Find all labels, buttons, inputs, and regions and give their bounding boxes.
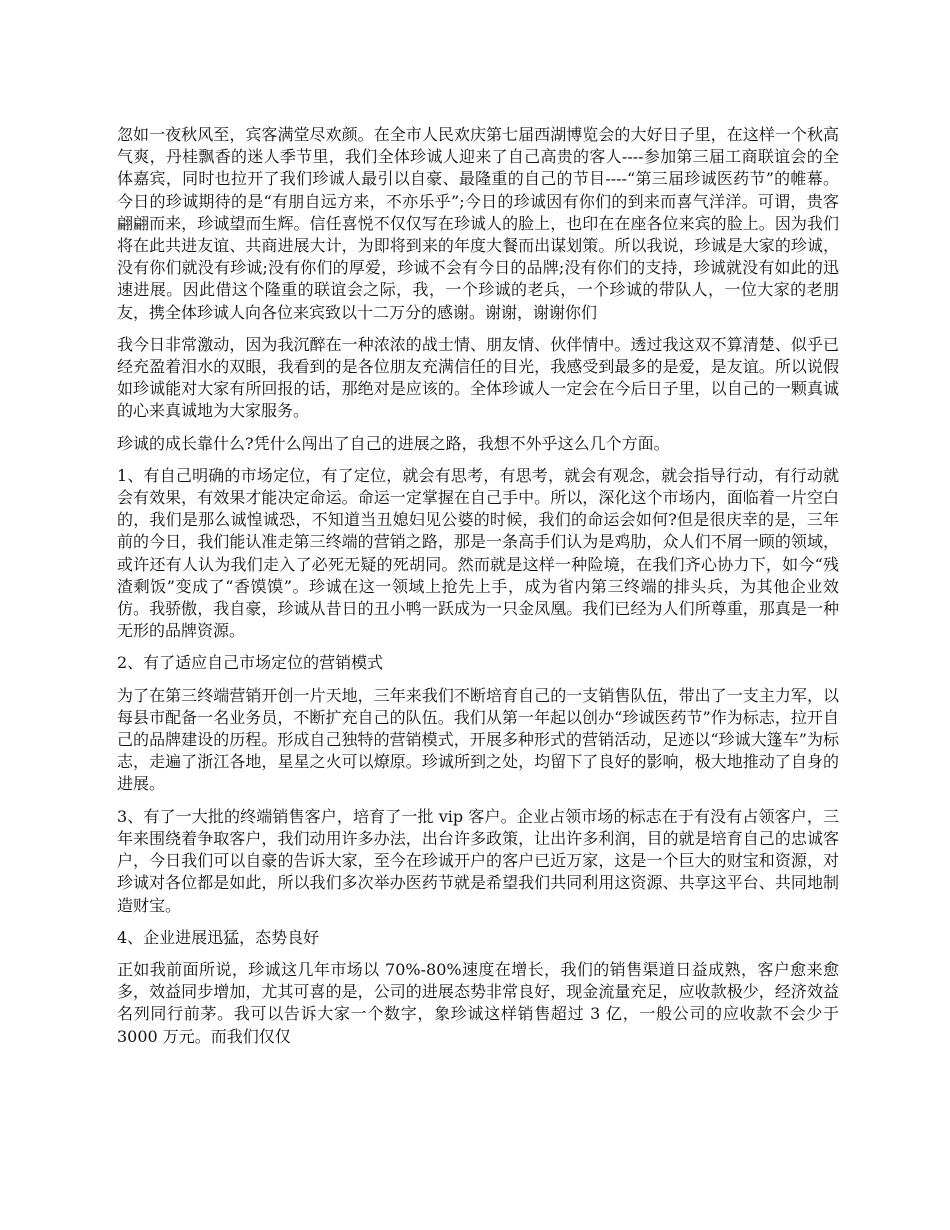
document-body bbox=[117, 124, 839, 1058]
paragraph-marketing-model: 为了在第三终端营销开创一片天地，三年来我们不断培育自己的一支销售队伍，带出了一支主力军，以每县市配备一名业务员，不断扩充自己的队伍。我们从第一年起以创办“珍诚医药节”作为标志，拉开自己的品牌建设的历程。形成自己独特的营销模式，开展多种形式的营销活动，足迹以“珍诚大篷车”为标志，走遍了浙江各地，星星之火可以燎原。珍诚所到之处，均留下了良好的影响，极大地推动了自身的进展。 bbox=[117, 685, 839, 794]
paragraph-rapid-development: 正如我前面所说，珍诚这几年市场以 70%-80%速度在增长，我们的销售渠道日益成熟，客户愈来愈多，效益同步增加，尤其可喜的是，公司的进展态势非常良好，现金流量充足，应收款极少，经济效益名列同行前茅。我可以告诉大家一个数字，象珍诚这样销售超过 3 亿，一般公司的应收款不会少于 3000 万元。而我们仅仅 bbox=[117, 959, 839, 1046]
paragraph-growth-question: 珍诚的成长靠什么?凭什么闯出了自己的进展之路，我想不外乎这么几个方面。 bbox=[117, 433, 670, 453]
paragraph-point-1-market-positioning: 1、有自己明确的市场定位，有了定位，就会有思考，有思考，就会有观念，就会指导行动，有行动就会有效果，有效果才能决定命运。命运一定掌握在自己手中。所以，深化这个市场内，面临着一片空白的，我们是那么诚惶诚恐，不知道当丑媳妇见公婆的时候，我们的命运会如何?但是很庆幸的是，三年前的今日，我们能认准走第三终端的营销之路，那是一条高手们认为是鸡肋，众人们不屑一顾的领域，或许还有人认为我们走入了必死无疑的死胡同。然而就是这样一种险境，在我们齐心协力下，如今“残渣剩饭”变成了“香馍馍”。珍诚在这一领域上抢先上手，成为省内第三终端的排头兵，为其他企业效仿。我骄傲，我自豪，珍诚从昔日的丑小鸭一跃成为一只金凤凰。我们已经为人们所尊重，那真是一种无形的品牌资源。 bbox=[117, 465, 839, 641]
paragraph-opening-welcome: 忽如一夜秋风至，宾客满堂尽欢颜。在全市人民欢庆第七届西湖博览会的大好日子里，在这样一个秋高气爽，丹桂飘香的迷人季节里，我们全体珍诚人迎来了自己高贵的客人----参加第三届工商联谊会的全体嘉宾，同时也拉开了我们珍诚人最引以自豪、最隆重的自己的节目----“第三届珍诚医药节”的帷幕。今日的珍诚期待的是“有朋自远方来，不亦乐乎”;今日的珍诚因有你们的到来而喜气洋洋。可谓，贵客翩翩而来，珍诚望而生辉。信任喜悦不仅仅写在珍诚人的脸上，也印在在座各位来宾的脸上。因为我们将在此共进友谊、共商进展大计，为即将到来的年度大餐而出谋划策。所以我说，珍诚是大家的珍诚，没有你们就没有珍诚;没有你们的厚爱，珍诚不会有今日的品牌;没有你们的支持，珍诚就没有如此的迅速进展。因此借这个隆重的联谊会之际，我，一个珍诚的老兵，一个珍诚的带队人，一位大家的老朋友，携全体珍诚人向各位来宾致以十二万分的感谢。谢谢，谢谢你们 bbox=[117, 125, 839, 322]
paragraph-point-3-customers: 3、有了一大批的终端销售客户，培育了一批 vip 客户。企业占领市场的标志在于有没有占领客户，三年来围绕着争取客户，我们动用许多办法，出台许多政策，让出许多利润，目的就是培育自己的忠诚客户，今日我们可以自豪的告诉大家，至今在珍诚开户的客户已近万家，这是一个巨大的财宝和资源，对珍诚对各位都是如此，所以我们多次举办医药节就是希望我们共同利用这资源、共享这平台、共同地制造财宝。 bbox=[117, 806, 839, 915]
heading-point-4-rapid-development: 4、企业进展迅猛，态势良好 bbox=[117, 927, 320, 947]
heading-point-2-marketing-model: 2、有了适应自己市场定位的营销模式 bbox=[117, 653, 384, 673]
paragraph-gratitude: 我今日非常激动，因为我沉醉在一种浓浓的战士情、朋友情、伙伴情中。透过我这双不算清楚、似乎已经充盈着泪水的双眼，我看到的是各位朋友充满信任的目光，我感受到最多的是爱，是友谊。所以说假如珍诚能对大家有所回报的话，那绝对是应该的。全体珍诚人一定会在今后日子里，以自己的一颗真诚的心来真诚地为大家服务。 bbox=[117, 334, 839, 421]
